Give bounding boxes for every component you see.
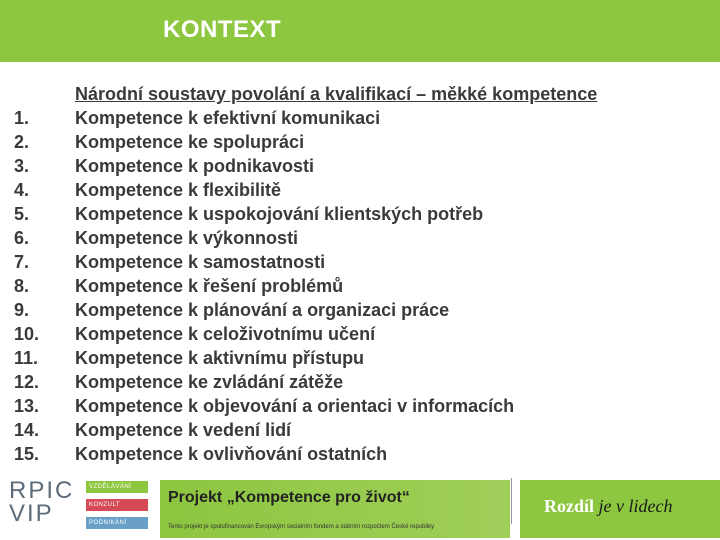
list-item-text: Kompetence ke zvládání zátěže (75, 372, 344, 392)
list-item-number: 1. (14, 108, 30, 128)
logo-bar-3: PODNIKÁNÍ (86, 517, 148, 529)
list-item-number: 6. (14, 228, 30, 248)
list-item-number: 14. (14, 420, 40, 440)
project-note: Tento projekt je spolufinancován Evropským sociálním fondem a státním rozpočtem České republiky (168, 524, 435, 530)
list-item-text: Kompetence ke spolupráci (75, 132, 305, 152)
list-item-number: 13. (14, 396, 40, 416)
list-item-text: Kompetence k celoživotnímu učení (75, 324, 376, 344)
footer-divider (511, 478, 512, 524)
list-item-number: 10. (14, 324, 40, 344)
rpic-vip-logo: RPIC VIP (9, 477, 75, 527)
list-item-number: 11. (14, 348, 39, 368)
list-item-text: Kompetence k vedení lidí (75, 420, 292, 440)
list-item-text: Kompetence k flexibilitě (75, 180, 282, 200)
logo-bar-2: KONZULT (86, 499, 148, 511)
list-item-number: 8. (14, 276, 30, 296)
list-item (14, 370, 514, 394)
list-item-text: Kompetence k plánování a organizaci práce (75, 300, 450, 320)
slogan (544, 496, 672, 517)
list-item-text: Kompetence k efektivní komunikaci (75, 108, 381, 128)
project-banner (160, 480, 510, 538)
logo-bars (86, 481, 148, 535)
page-title: KONTEXT (163, 16, 282, 43)
list-item (14, 250, 514, 274)
list-item-number: 5. (14, 204, 30, 224)
list-item (14, 226, 514, 250)
list-item (14, 154, 514, 178)
logo-bar-1: VZDĚLÁVÁNÍ (86, 481, 148, 493)
list-item (14, 346, 514, 370)
list-item (14, 178, 514, 202)
list-item (14, 394, 514, 418)
list-item (14, 442, 514, 466)
list-item (14, 322, 514, 346)
competence-list (14, 106, 514, 466)
list-item-number: 15. (14, 444, 40, 464)
list-item (14, 274, 514, 298)
slogan-italic: je v lidech (594, 496, 673, 516)
list-item-text: Kompetence k podnikavosti (75, 156, 315, 176)
list-item-text: Kompetence k samostatnosti (75, 252, 326, 272)
header-bar (0, 0, 720, 62)
list-item (14, 130, 514, 154)
list-item (14, 202, 514, 226)
list-item-text: Kompetence k řešení problémů (75, 276, 344, 296)
project-title: Projekt „Kompetence pro život“ (168, 489, 410, 506)
list-item-number: 7. (14, 252, 30, 272)
list-item (14, 106, 514, 130)
list-item-text: Kompetence k uspokojování klientských potřeb (75, 204, 484, 224)
list-item-number: 3. (14, 156, 30, 176)
list-item-number: 12. (14, 372, 40, 392)
slogan-bold: Rozdíl (544, 496, 595, 516)
list-item-text: Kompetence k objevování a orientaci v informacích (75, 396, 515, 416)
list-item (14, 298, 514, 322)
list-item-text: Kompetence k výkonnosti (75, 228, 299, 248)
list-item-number: 2. (14, 132, 30, 152)
list-item (14, 418, 514, 442)
list-item-number: 9. (14, 300, 30, 320)
list-heading: Národní soustavy povolání a kvalifikací – měkké kompetence (75, 84, 598, 104)
list-item-text: Kompetence k aktivnímu přístupu (75, 348, 365, 368)
slogan-banner (520, 480, 720, 538)
list-item-number: 4. (14, 180, 30, 200)
list-item-text: Kompetence k ovlivňování ostatních (75, 444, 388, 464)
